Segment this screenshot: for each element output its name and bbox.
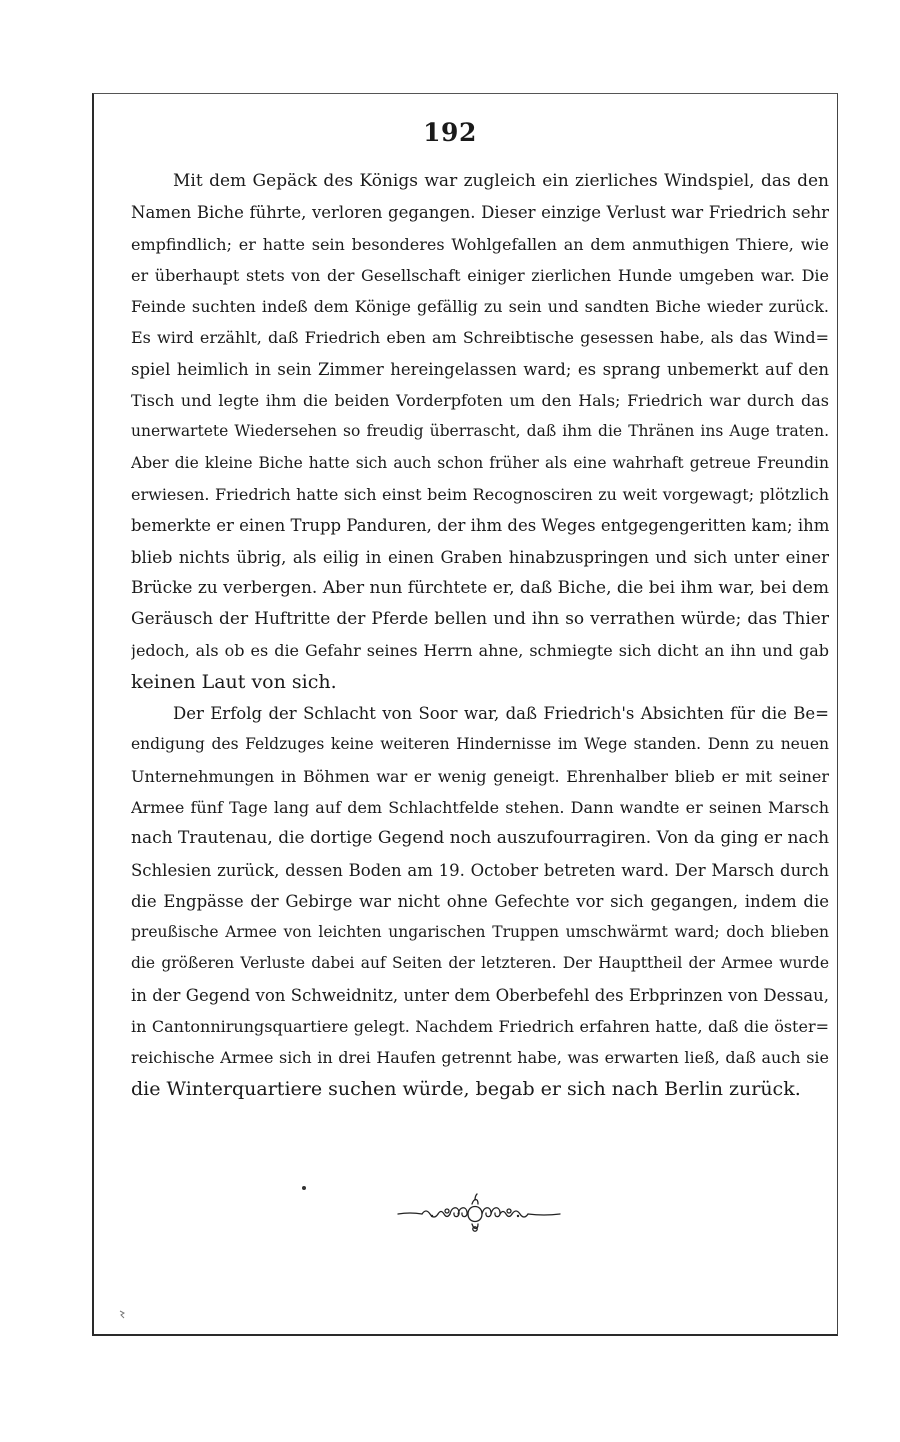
text-line: er überhaupt stets von der Gesellschaft einiger zierlichen Hunde umgeben war. Die xyxy=(131,265,829,285)
text-line: Armee fünf Tage lang auf dem Schlachtfelde stehen. Dann wandte er seinen Marsch xyxy=(131,797,829,817)
text-line: die Winterquartiere suchen würde, begab er sich nach Berlin zurück. xyxy=(131,1077,801,1100)
text-line: unerwartete Wiedersehen so freudig überrascht, daß ihm die Thränen ins Auge traten. xyxy=(131,422,829,441)
text-line: blieb nichts übrig, als eilig in einen Graben hinabzuspringen und sich unter einer xyxy=(131,547,829,567)
page-number: 192 xyxy=(423,118,477,147)
corner-mark-icon xyxy=(118,1310,126,1320)
text-line: preußische Armee von leichten ungarischen Truppen umschwärmt ward; doch blieben xyxy=(131,923,829,942)
text-line: Schlesien zurück, dessen Boden am 19. October betreten ward. Der Marsch durch xyxy=(131,860,829,880)
text-line: erwiesen. Friedrich hatte sich einst beim Recognosciren zu weit vorgewagt; plötzlich xyxy=(131,484,829,504)
text-line: endigung des Feldzuges keine weiteren Hindernisse im Wege standen. Denn zu neuen xyxy=(131,735,829,754)
vignette-flourish-icon xyxy=(396,1190,562,1238)
stray-dot xyxy=(302,1186,306,1190)
text-line: empfindlich; er hatte sein besonderes Wohlgefallen an dem anmuthigen Thiere, wie xyxy=(131,234,829,254)
text-line: reichische Armee sich in drei Haufen getrennt habe, was erwarten ließ, daß auch sie xyxy=(131,1048,829,1068)
text-line: Aber die kleine Biche hatte sich auch schon früher als eine wahrhaft getreue Freundin xyxy=(131,453,829,472)
text-line: keinen Laut von sich. xyxy=(131,670,337,693)
text-line: Geräusch der Huftritte der Pferde bellen und ihn so verrathen würde; das Thier xyxy=(131,609,829,630)
text-line: Namen Biche führte, verloren gegangen. Dieser einzige Verlust war Friedrich sehr xyxy=(131,203,829,223)
text-line: jedoch, als ob es die Gefahr seines Herrn ahne, schmiegte sich dicht an ihn und gab xyxy=(131,641,829,661)
text-line: spiel heimlich in sein Zimmer hereingelassen ward; es sprang unbemerkt auf den xyxy=(131,359,829,379)
text-line: Mit dem Gepäck des Königs war zugleich ein zierliches Windspiel, das den xyxy=(173,171,829,191)
text-line: nach Trautenau, die dortige Gegend noch auszufourragiren. Von da ging er nach xyxy=(131,828,829,849)
text-line: in der Gegend von Schweidnitz, unter dem Oberbefehl des Erbprinzen von Dessau, xyxy=(131,985,829,1005)
text-line: in Cantonnirungsquartiere gelegt. Nachdem Friedrich erfahren hatte, daß die öster= xyxy=(131,1017,829,1037)
text-line: Der Erfolg der Schlacht von Soor war, daß Friedrich's Absichten für die Be= xyxy=(173,704,829,724)
paragraph-2 xyxy=(131,698,829,1105)
text-line: die größeren Verluste dabei auf Seiten der letzteren. Der Haupttheil der Armee wurde xyxy=(131,954,829,973)
text-line: Tisch und legte ihm die beiden Vorderpfoten um den Hals; Friedrich war durch das xyxy=(131,391,829,411)
text-line: Unternehmungen in Böhmen war er wenig geneigt. Ehrenhalber blieb er mit seiner xyxy=(131,766,829,786)
text-line: die Engpässe der Gebirge war nicht ohne Gefechte vor sich gegangen, indem die xyxy=(131,891,829,911)
text-line: Es wird erzählt, daß Friedrich eben am Schreibtische gesessen habe, als das Wind= xyxy=(131,328,829,348)
text-line: Brücke zu verbergen. Aber nun fürchtete er, daß Biche, die bei ihm war, bei dem xyxy=(131,577,829,598)
text-line: bemerkte er einen Trupp Panduren, der ihm des Weges entgegengeritten kam; ihm xyxy=(131,516,829,536)
paragraph-1 xyxy=(131,166,829,698)
text-block xyxy=(131,166,829,1105)
text-line: Feinde suchten indeß dem Könige gefällig zu sein und sandten Biche wieder zurück. xyxy=(131,297,829,317)
